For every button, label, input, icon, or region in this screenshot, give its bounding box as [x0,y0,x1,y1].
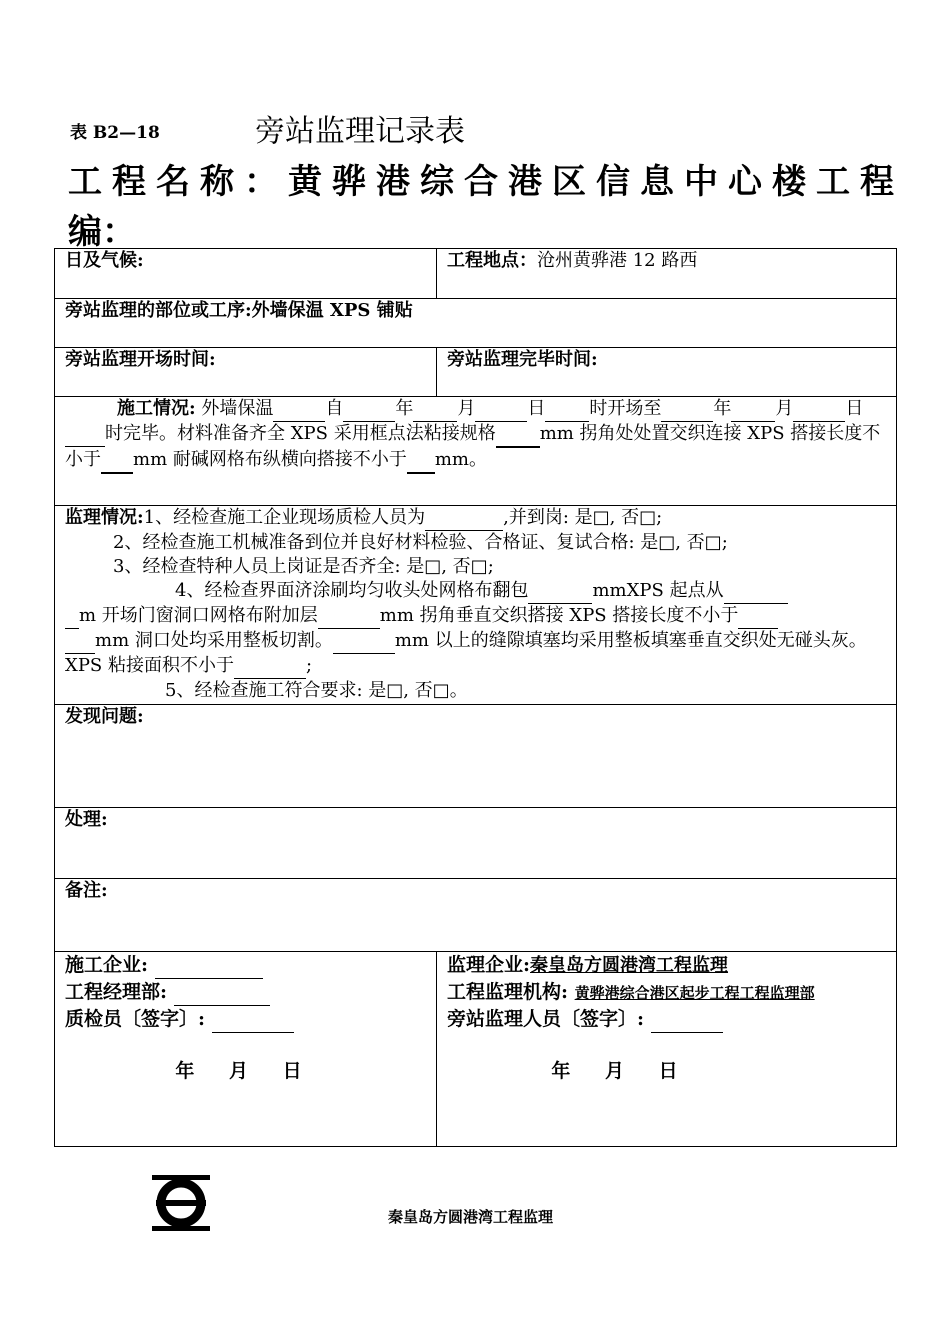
supervision-text: m 开场门窗洞口网格布附加层 [79,605,318,626]
supervision-line-5: 5、经检查施工符合要求: 是□, 否□。 [165,680,468,701]
contractor-company-label: 施工企业: [65,954,149,976]
supervision-cell[interactable] [55,506,897,705]
construction-text: 时开场至 [589,398,662,419]
supervision-label: 监理情况: [65,507,144,528]
supervisor-company-label: 监理企业: [447,954,531,976]
blank-field[interactable] [407,448,435,474]
project-name: 工程名称：黄骅港综合港区信息中心楼工程 [68,162,904,202]
supervision-text: ; [305,655,313,676]
supervisor-org-value: 黄骅港综合港区起步工程工程监理部 [574,984,815,1002]
blank-field[interactable] [793,397,845,422]
end-time-cell[interactable] [437,348,897,397]
part-label: 旁站监理的部位或工序: [65,300,252,321]
supervision-text: mm 拐角垂直交织搭接 XPS 搭接长度不小于 [379,605,739,626]
supervisor-date[interactable]: 年 月 日 [551,1060,692,1082]
end-time-label: 旁站监理完毕时间: [447,349,598,370]
location-label: 工程地点： [447,250,537,271]
supervision-text: 4、经检查界面济涂刷均匀收头处网格布翻包 [175,580,529,601]
blank-field[interactable] [65,604,79,629]
supervisor-person-label: 旁站监理人员〔签字〕: [447,1008,645,1030]
construction-text: 时完毕。材料准备齐全 XPS 采用框点法粘接规格 [105,423,496,444]
date-weather-label: 日及气候: [65,250,144,271]
construction-text: mm。 [434,449,487,470]
construction-text: 日 [527,398,546,419]
part-cell[interactable] [55,299,897,348]
construction-cell[interactable] [55,397,897,506]
inspector-line [65,1006,426,1033]
table-row [55,348,897,397]
start-time-cell[interactable] [55,348,437,397]
supervision-line-1 [65,506,886,531]
form-code: 表 B2—18 [70,123,160,143]
supervisor-company-line [447,952,886,979]
blank-field[interactable] [724,579,788,604]
handling-cell[interactable] [55,808,897,879]
construction-text: mm 耐碱网格布纵横向搭接不小于 [133,449,407,470]
supervisor-org-line [447,979,886,1006]
construction-text: 外墙保温 [195,398,274,419]
blank-field[interactable] [496,422,540,448]
table-row [55,705,897,808]
manager-line [65,979,426,1006]
blank-field[interactable] [65,629,95,654]
blank-field[interactable] [731,397,775,422]
table-row [55,299,897,348]
blank-field[interactable] [661,397,713,422]
supervision-text: mmXPS 起点从 [592,580,724,601]
supervision-line-4 [65,579,886,604]
blank-field[interactable] [343,397,395,422]
construction-text: 年 [713,398,732,419]
inspector-label: 质检员〔签字〕: [65,1008,206,1030]
blank-field[interactable] [475,397,527,422]
construction-text: 月 [775,398,794,419]
blank-field[interactable] [333,629,395,654]
location-cell[interactable] [437,249,897,299]
blank-field[interactable] [234,654,306,679]
supervision-line-3: 3、经检查特种人员上岗证是否齐全: 是□, 否□; [113,556,494,577]
construction-label: 施工情况: [117,398,196,419]
problems-label: 发现问题: [65,706,144,727]
supervision-text: mm 洞口处均采用整板切割。 [95,630,333,651]
record-table [54,248,897,1147]
supervision-text: 1、经检查施工企业现场质检人员为 [143,507,426,528]
problems-cell[interactable] [55,705,897,808]
blank-field[interactable] [528,579,592,604]
manager-field[interactable] [174,979,270,1006]
construction-text: 日 [845,398,864,419]
contractor-company-field[interactable] [155,952,263,979]
start-time-label: 旁站监理开场时间: [65,349,216,370]
blank-field[interactable] [413,397,457,422]
construction-text: 月 [457,398,476,419]
supervisor-signature-field[interactable] [651,1006,723,1033]
footer-company: 秦皇岛方圆港湾工程监理 [388,1208,554,1226]
blank-field[interactable] [545,397,589,422]
contractor-company-line [65,952,426,979]
construction-text: 自 [325,398,344,419]
table-row [55,879,897,952]
blank-field[interactable] [273,397,325,422]
handling-label: 处理: [65,809,108,830]
inspector-signature-field[interactable] [212,1006,294,1033]
supervision-line-2: 2、经检查施工机械准备到位并良好材料检验、合格证、复试合格: 是□, 否□; [113,532,728,553]
supervisor-person-line [447,1006,886,1033]
form-number-label: 编： [68,212,136,252]
supervisor-signature-cell [437,952,897,1147]
blank-field[interactable] [65,422,105,447]
part-value: 外墙保温 XPS 铺贴 [251,300,413,321]
remarks-cell[interactable] [55,879,897,952]
supervisor-company-value: 秦皇岛方圆港湾工程监理 [530,955,729,976]
contractor-date[interactable]: 年 月 日 [175,1060,316,1082]
construction-text: 年 [395,398,414,419]
supervision-text: mm 以上的缝隙填塞均采用整板填塞垂直交织处无碰头灰。XPS 粘接面积不小于 [65,630,867,676]
table-row [55,397,897,506]
date-weather-cell[interactable] [55,249,437,299]
table-row [55,952,897,1147]
contractor-signature-cell [55,952,437,1147]
location-value: 沧州黄骅港 12 路西 [537,250,698,271]
table-row [55,808,897,879]
construction-text: mm 拐角处处置交织连接 XPS 搭接长度不小于 [65,423,881,470]
supervision-text: ,并到岗: 是□, 否□; [503,507,663,528]
blank-field[interactable] [101,448,133,474]
table-row [55,249,897,299]
blank-field[interactable] [318,604,380,629]
form-title: 旁站监理记录表 [255,114,465,149]
manager-label: 工程经理部: [65,981,168,1003]
company-logo-icon [152,1175,210,1231]
table-row [55,506,897,705]
blank-field[interactable] [738,604,778,629]
supervisor-org-label: 工程监理机构: [447,981,569,1003]
remarks-label: 备注: [65,880,108,901]
blank-field[interactable] [425,506,503,531]
supervision-line-4-cont [65,604,886,679]
